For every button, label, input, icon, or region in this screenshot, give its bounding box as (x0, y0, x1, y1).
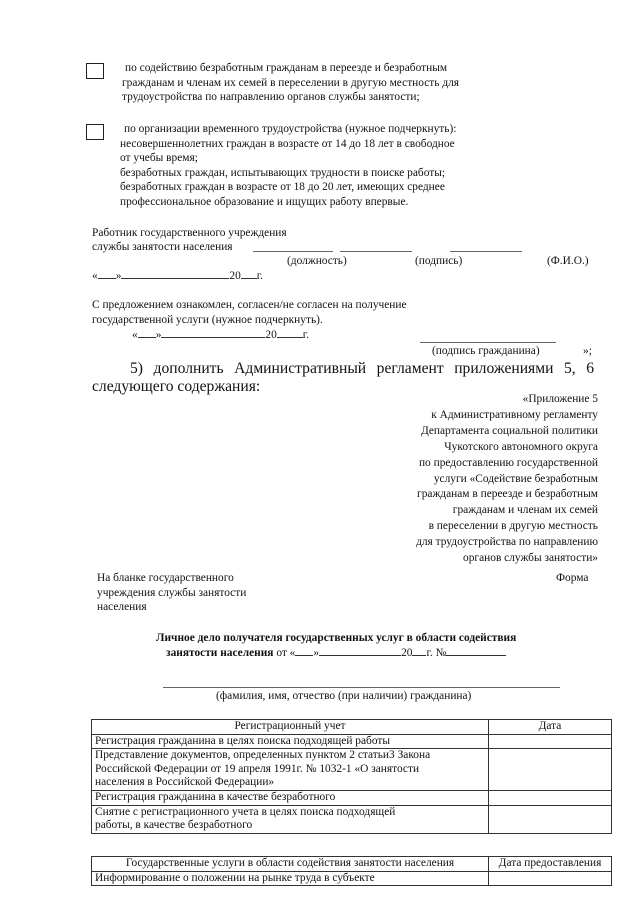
table-header: Регистрационный учет (92, 720, 489, 735)
ack-line2: государственной услуги (нужное подчеркнуть). (92, 314, 323, 326)
form-label: Форма (556, 572, 589, 584)
checkbox-relocation[interactable] (86, 63, 104, 79)
worker-label-line2: службы занятости населения (92, 241, 233, 253)
date-cell[interactable] (489, 734, 612, 749)
registration-table (91, 719, 612, 834)
checkbox-temporary-employment-text: по организации временного трудоустройства (нужное подчеркнуть): несовершеннолетних граждан в возрасте от 14 до 18 лет в свободное от учебы время; безработных граждан, испытывающих трудности в поиске работы; безработных граждан в возрасте от 18 до 20 лет, имеющих среднее профессиональное образование и ищущих работу впервые. (120, 123, 457, 208)
table-row (92, 790, 612, 805)
worker-position-caption: (должность) (287, 255, 347, 267)
table-header-row (92, 857, 612, 872)
table-cell: Регистрация гражданина в качестве безработного (92, 790, 489, 805)
worker-name-line (450, 251, 522, 252)
worker-date: « » 20 г. (92, 270, 264, 282)
table-row (92, 805, 612, 833)
worker-signature-line (340, 251, 412, 252)
table-header: Дата предоставления (489, 857, 612, 872)
table-row (92, 734, 612, 749)
services-table (91, 856, 612, 886)
table-row (92, 749, 612, 791)
table-cell: Представление документов, определенных пунктом 2 статьи3 Закона Российской Федерации от 19 апреля 1991г. № 1032-1 «О занятости населения в Российской Федерации» (92, 749, 489, 791)
date-cell[interactable] (489, 871, 612, 886)
table-header-row (92, 720, 612, 735)
ack-date: « » 20 г. (132, 329, 310, 341)
table-header: Государственные услуги в области содействия занятости населения (92, 857, 489, 872)
personal-file-title: Личное дело получателя государственных услуг в области содействия (156, 632, 517, 644)
ack-signature-line (420, 342, 556, 343)
letterhead: На бланке государственного учреждения службы занятости населения (97, 572, 247, 614)
worker-name-caption: (Ф.И.О.) (547, 255, 589, 267)
table-row (92, 871, 612, 886)
worker-signature-caption: (подпись) (415, 255, 463, 267)
ack-closing: »; (583, 345, 592, 357)
amendment-line2: следующего содержания: (92, 378, 261, 395)
worker-position-line (253, 251, 333, 252)
date-cell[interactable] (489, 749, 612, 791)
citizen-name-caption: (фамилия, имя, отчество (при наличии) гражданина) (216, 690, 472, 702)
table-cell: Информирование о положении на рынке труда в субъекте (92, 871, 489, 886)
checkbox-relocation-text: по содействию безработным гражданам в переезде и безработным гражданам и членам их семей в переселении в другую местность для трудоустройства по направлению органов службы занятости; (122, 62, 460, 104)
personal-file-title-line2: занятости населения от « » 20 г. № (166, 646, 506, 661)
date-cell[interactable] (489, 790, 612, 805)
ack-line1: С предложением ознакомлен, согласен/не согласен на получение (92, 299, 407, 311)
table-header: Дата (489, 720, 612, 735)
table-cell: Снятие с регистрационного учета в целях поиска подходящей работы, в качестве безработного (92, 805, 489, 833)
appendix-header: «Приложение 5 к Административному регламенту Департамента социальной политики Чукотского автономного округа по предоставлению государственной услуги «Содействие безработным гражданам в переезде и безработным гражданам и членам их семей в переселении в другую местность для трудоустройства по направлению органов службы занятости» (416, 393, 598, 565)
citizen-name-line (163, 687, 560, 688)
ack-signature-caption: (подпись гражданина) (432, 345, 540, 357)
worker-label-line1: Работник государственного учреждения (92, 227, 287, 239)
checkbox-temporary-employment[interactable] (86, 124, 104, 140)
amendment-line1: 5) дополнить Административный регламент приложениями 5, 6 (130, 360, 594, 377)
date-cell[interactable] (489, 805, 612, 833)
table-cell: Регистрация гражданина в целях поиска подходящей работы (92, 734, 489, 749)
